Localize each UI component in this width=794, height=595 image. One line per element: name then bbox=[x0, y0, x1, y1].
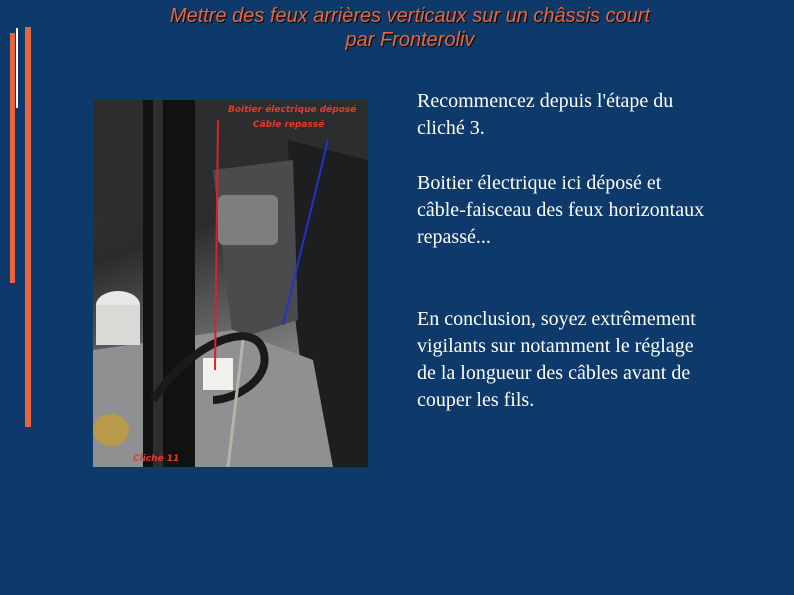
photo-label-cliche: Cliché 11 bbox=[133, 454, 180, 464]
paragraph-box-removed: Boitier électrique ici déposé et câble-faisceau des feux horizontaux repassé... bbox=[417, 172, 705, 248]
slide-title bbox=[60, 4, 760, 52]
paragraph-conclusion: En conclusion, soyez extrêmement vigilants sur notamment le réglage de la longueur des câbles avant de couper les fils. bbox=[417, 308, 696, 411]
photo-label-box: Boitier électrique déposé bbox=[228, 105, 357, 115]
decorative-bar-right bbox=[25, 27, 31, 427]
photo-label-cable: Câble repassé bbox=[253, 120, 325, 130]
paragraph-restart: Recommencez depuis l'étape du cliché 3. bbox=[417, 90, 674, 139]
photo-illustration bbox=[93, 100, 368, 467]
title-line-2: par Fronteroliv bbox=[345, 29, 475, 51]
photo-cliche-11 bbox=[93, 100, 368, 467]
decorative-line bbox=[16, 28, 18, 108]
decorative-bar-left bbox=[10, 33, 15, 283]
title-line-1: Mettre des feux arrières verticaux sur un châssis court bbox=[169, 5, 651, 27]
